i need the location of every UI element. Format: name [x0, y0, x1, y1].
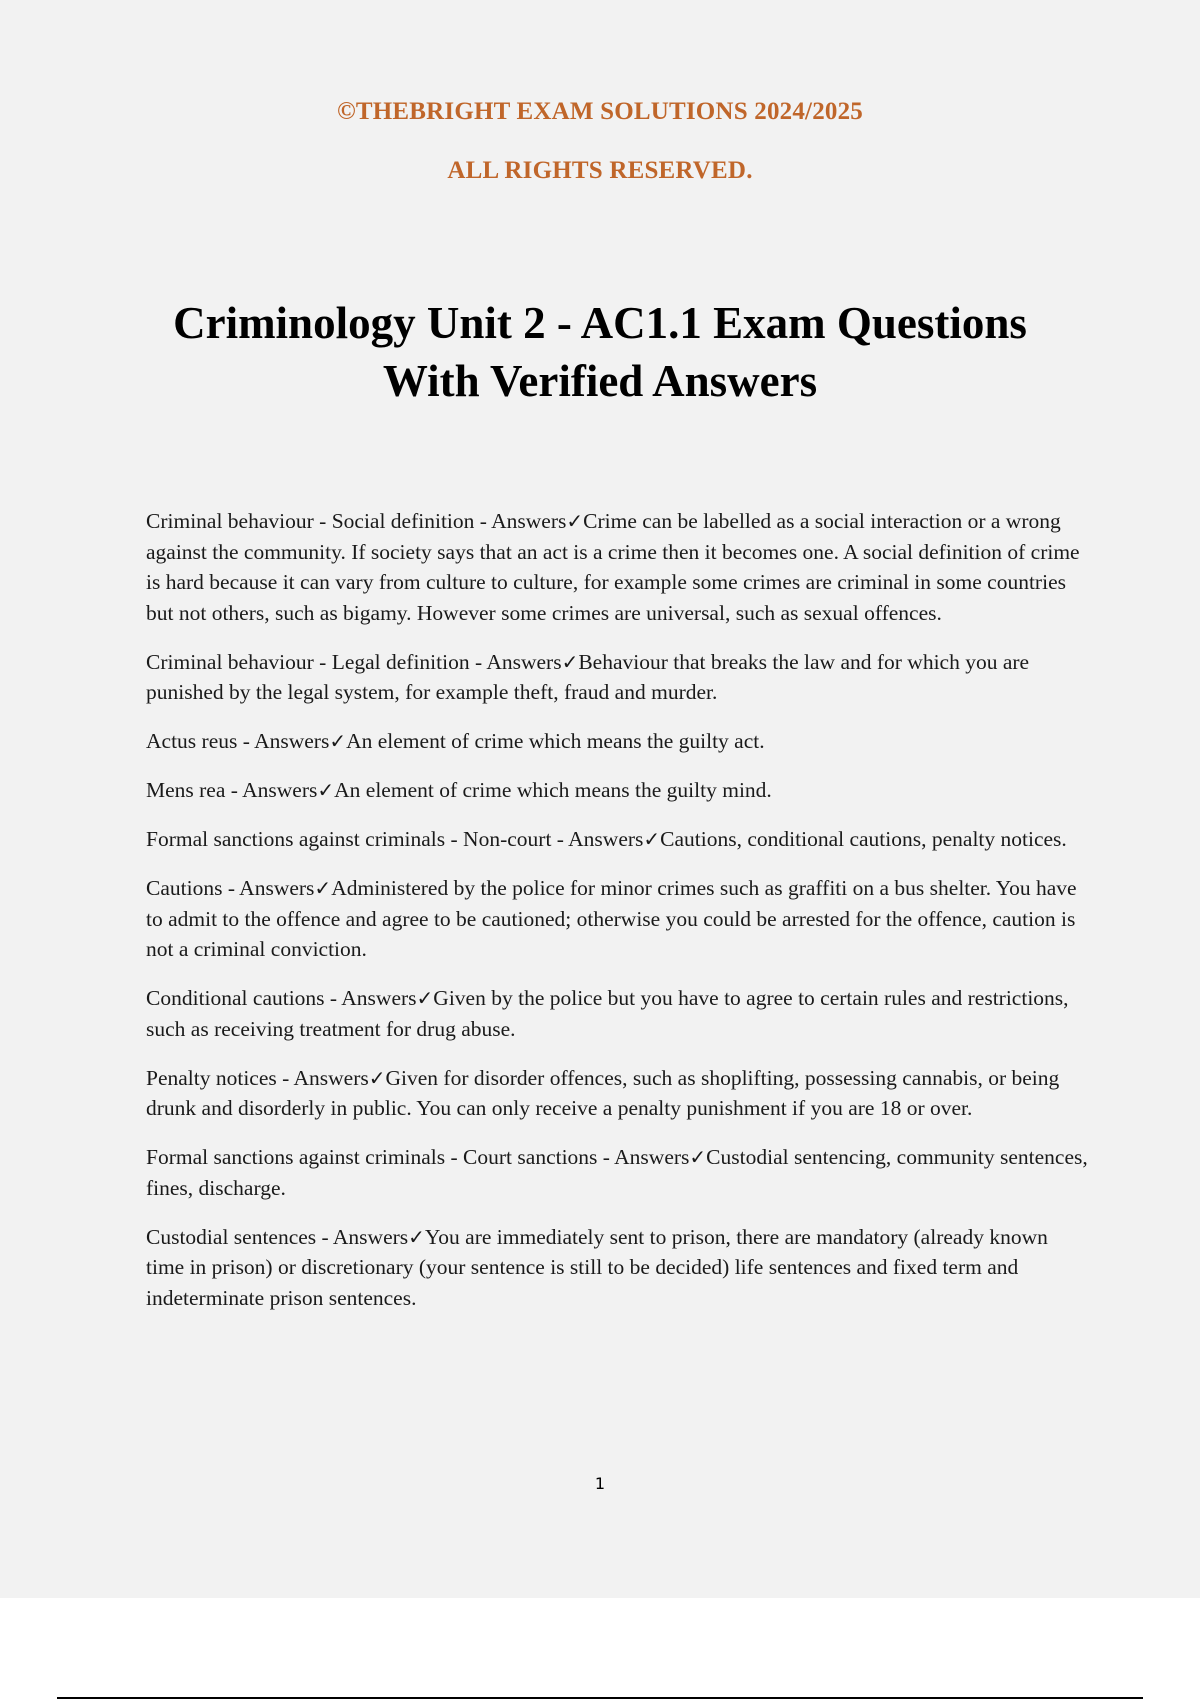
checkmark-icon: ✓	[368, 1065, 386, 1090]
qa-question: Criminal behaviour - Social definition -	[146, 509, 492, 533]
checkmark-icon: ✓	[643, 827, 661, 851]
copyright-notice: ©THEBRIGHT EXAM SOLUTIONS 2024/2025	[336, 98, 863, 125]
checkmark-icon: ✓	[317, 778, 335, 802]
qa-question: Mens rea -	[146, 778, 243, 802]
checkmark-icon: ✓	[314, 876, 332, 900]
qa-item	[146, 824, 1090, 855]
qa-answer: Administered by the police for minor crimes such as graffiti on a bus shelter. You have to admit to the offence and agree to be cautioned; otherwise you could be arrested for the offence, caution is not a criminal conviction.	[146, 876, 1077, 961]
qa-answer: Given by the police but you have to agree to certain rules and restrictions, such as receiving treatment for drug abuse.	[146, 986, 1069, 1041]
answers-marker: Answers	[242, 778, 318, 802]
document-title-line-2: With Verified Answers	[382, 356, 818, 406]
qa-item	[146, 1063, 1090, 1124]
qa-answer: An element of crime which means the guilty act.	[346, 729, 765, 753]
answers-marker: Answers	[239, 876, 315, 900]
qa-question: Criminal behaviour - Legal definition -	[146, 649, 487, 674]
qa-answer: Custodial sentencing, community sentences, fines, discharge.	[146, 1145, 1088, 1200]
qa-question: Formal sanctions against criminals - Court sanctions -	[146, 1145, 615, 1169]
qa-item	[146, 873, 1090, 965]
checkmark-icon: ✓	[566, 509, 584, 533]
document-title-line-1: Criminology Unit 2 - AC1.1 Exam Questions	[173, 298, 1027, 348]
qa-item	[146, 726, 1090, 757]
document-title	[100, 294, 1100, 410]
qa-list	[146, 506, 1090, 1332]
qa-question: Penalty notices -	[146, 1065, 294, 1090]
qa-item	[146, 775, 1090, 806]
checkmark-icon: ✓	[561, 649, 579, 674]
answers-marker: Answers	[293, 1065, 369, 1090]
qa-answer: You are immediately sent to prison, there are mandatory (already known time in prison) or discretionary (your sentence is still to be decided) life sentences and fixed term and indeterminate prison sentences.	[146, 1224, 1048, 1310]
answers-marker: Answers	[332, 1224, 409, 1249]
checkmark-icon: ✓	[329, 729, 347, 753]
answers-marker: Answers	[486, 649, 562, 674]
qa-answer: Crime can be labelled as a social interaction or a wrong against the community. If society says that an act is a crime then it becomes one. A social definition of crime is hard because it can vary from culture to culture, for example some crimes are criminal in some countries but not others, such as bigamy. However some crimes are universal, such as sexual offences.	[146, 509, 1080, 625]
answers-marker: Answers	[341, 986, 417, 1010]
qa-question: Formal sanctions against criminals - Non-court -	[146, 827, 569, 851]
checkmark-icon: ✓	[689, 1145, 707, 1169]
qa-item	[146, 1142, 1090, 1203]
qa-answer: Given for disorder offences, such as shoplifting, possessing cannabis, or being drunk and disorderly in public. You can only receive a penalty punishment if you are 18 or over.	[146, 1065, 1060, 1120]
answers-marker: Answers	[614, 1145, 690, 1169]
qa-answer: Behaviour that breaks the law and for which you are punished by the legal system, for example theft, fraud and murder.	[146, 649, 1030, 704]
page-number: 1	[594, 1474, 606, 1493]
footer-divider	[57, 1697, 1143, 1699]
qa-item	[146, 983, 1090, 1044]
rights-reserved-notice: ALL RIGHTS RESERVED.	[447, 157, 753, 184]
qa-question: Conditional cautions -	[146, 986, 342, 1010]
qa-question: Custodial sentences -	[146, 1224, 333, 1249]
checkmark-icon: ✓	[408, 1224, 425, 1249]
answers-marker: Answers	[491, 509, 567, 533]
qa-question: Actus reus -	[146, 729, 255, 753]
qa-item	[146, 506, 1090, 628]
qa-answer: An element of crime which means the guilty mind.	[334, 778, 772, 802]
answers-marker: Answers	[568, 827, 644, 851]
qa-question: Cautions -	[146, 876, 240, 900]
answers-marker: Answers	[254, 729, 330, 753]
qa-answer: Cautions, conditional cautions, penalty notices.	[660, 827, 1067, 851]
checkmark-icon: ✓	[416, 986, 434, 1010]
qa-item	[146, 1222, 1090, 1314]
qa-item	[146, 647, 1090, 708]
